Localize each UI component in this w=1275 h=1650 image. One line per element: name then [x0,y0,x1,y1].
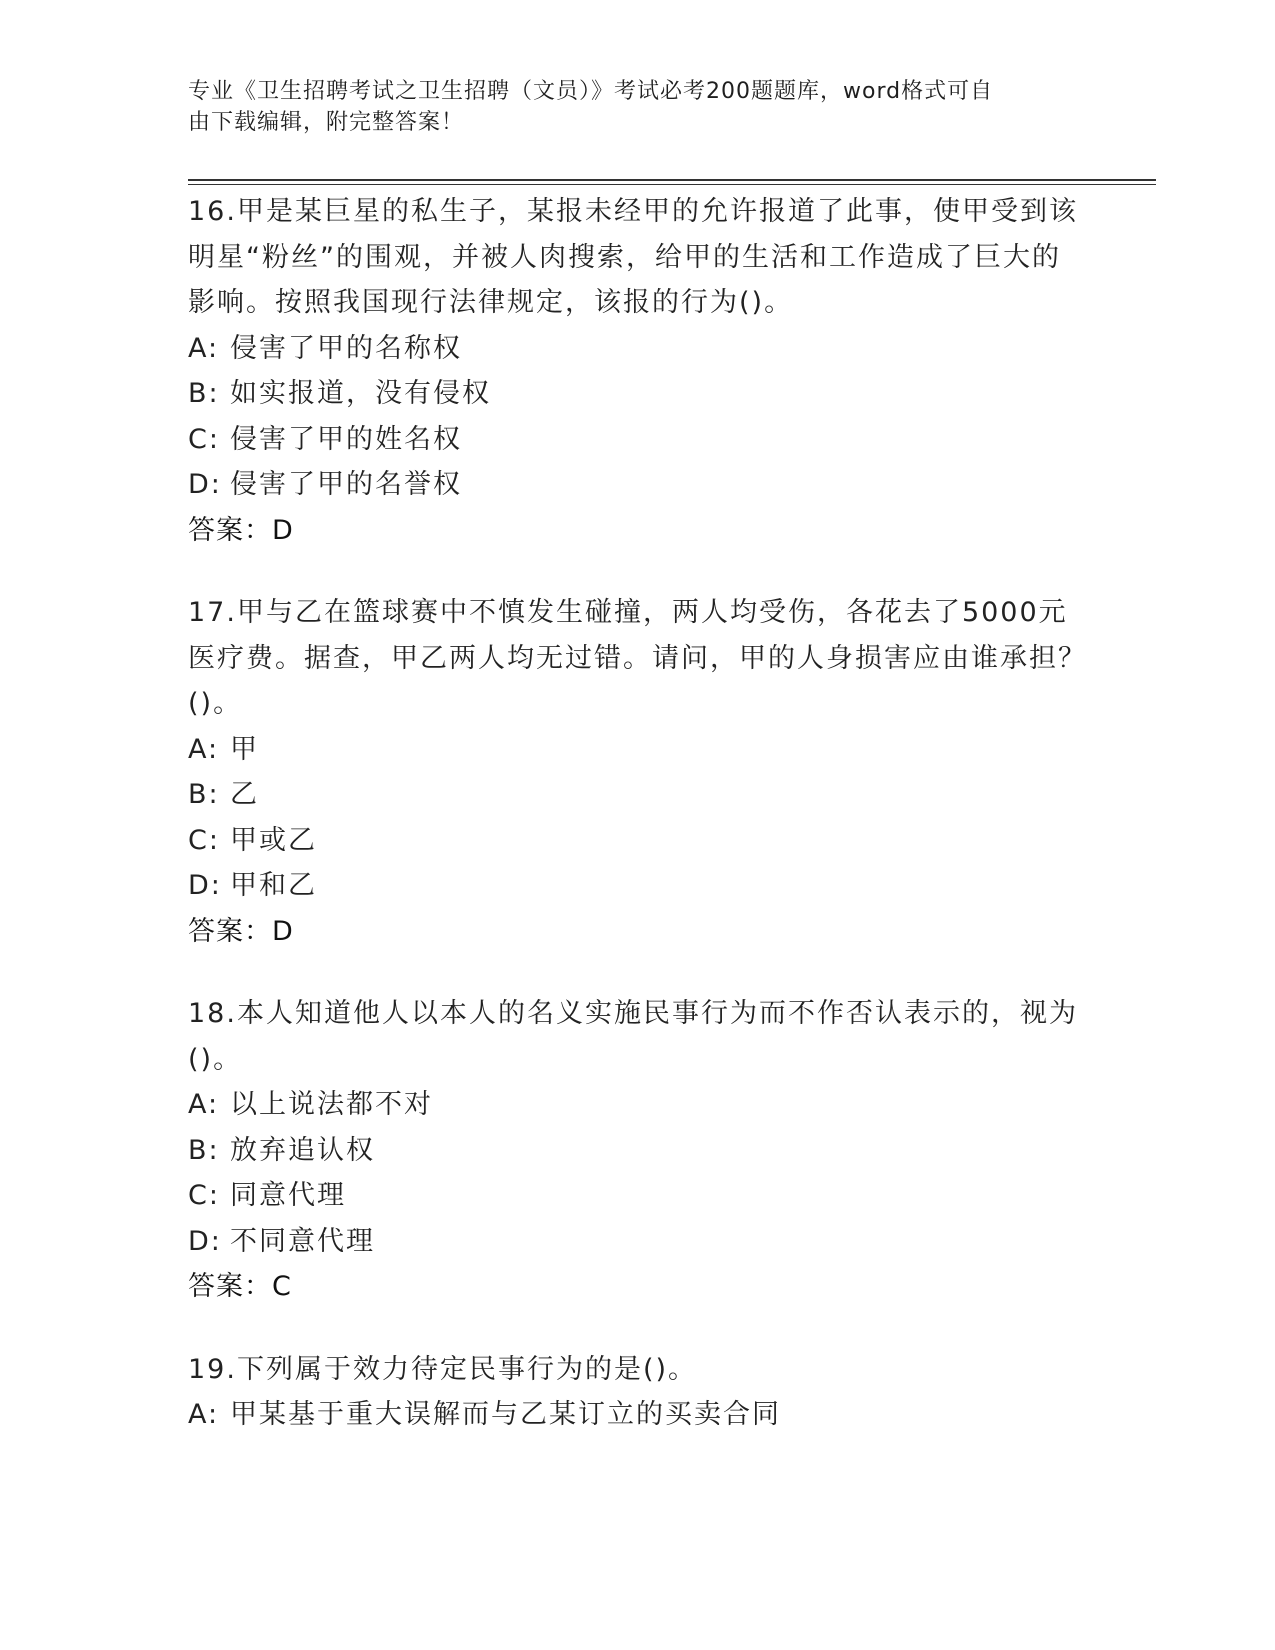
option-c [188,1173,1088,1219]
header-divider-thin [188,184,1156,185]
option-key: B: [188,378,220,409]
question-list [188,189,1088,1475]
option-key: B: [188,779,220,810]
option-text: 甲某基于重大误解而与乙某订立的买卖合同 [230,1399,781,1430]
option-key: C: [188,1180,220,1211]
option-key: A: [188,332,220,364]
question-stem: 19.下列属于效力待定民事行为的是()。 [188,1353,698,1385]
header-line-2: 由下载编辑，附完整答案！ [188,110,465,135]
option-text: 不同意代理 [230,1225,375,1257]
option-text: 侵害了甲的名誉权 [230,469,462,500]
option-d [188,863,1088,909]
option-key: A: [188,733,220,765]
option-key: D: [188,469,222,500]
option-key: D: [188,870,222,901]
option-text: 如实报道，没有侵权 [230,378,491,409]
answer-line: 答案：D [188,514,294,546]
option-c [188,417,1088,463]
option-d [188,462,1088,508]
option-text: 侵害了甲的名称权 [230,332,462,364]
option-a [188,1392,1088,1438]
option-a [188,1082,1088,1128]
answer-line: 答案：C [188,1271,292,1302]
question-16 [188,189,1088,553]
question-17 [188,590,1088,954]
option-key: C: [188,423,220,455]
option-text: 以上说法都不对 [230,1089,433,1120]
option-c [188,818,1088,864]
option-b [188,772,1088,818]
option-text: 甲和乙 [230,870,317,901]
option-key: A: [188,1089,220,1120]
header-line-1: 专业《卫生招聘考试之卫生招聘（文员）》考试必考200题题库，word格式可自 [188,79,994,104]
question-stem: 18.本人知道他人以本人的名义实施民事行为而不作否认表示的，视为()。 [188,998,1078,1075]
option-text: 甲 [230,733,259,765]
option-text: 乙 [230,779,259,810]
option-text: 同意代理 [230,1180,346,1211]
option-text: 甲或乙 [230,824,317,856]
option-text: 侵害了甲的姓名权 [230,423,462,455]
option-key: B: [188,1134,220,1166]
option-b [188,1128,1088,1174]
option-text: 放弃追认权 [230,1134,375,1166]
header-divider-thick [188,179,1156,181]
question-stem: 16.甲是某巨星的私生子，某报未经甲的允许报道了此事，使甲受到该明星“粉丝”的围观，并被人肉搜索，给甲的生活和工作造成了巨大的影响。按照我国现行法律规定，该报的行为()。 [188,196,1078,318]
question-18 [188,991,1088,1310]
answer-line: 答案：D [188,915,294,947]
option-key: A: [188,1399,220,1430]
option-b [188,371,1088,417]
option-a [188,727,1088,773]
option-a [188,326,1088,372]
option-key: C: [188,824,220,856]
question-19 [188,1347,1088,1438]
question-stem: 17.甲与乙在篮球赛中不慎发生碰撞，两人均受伤，各花去了5000元医疗费。据查，甲乙两人均无过错。请问，甲的人身损害应由谁承担？()。 [188,597,1087,719]
document-header [188,76,1068,138]
option-key: D: [188,1225,222,1257]
option-d [188,1219,1088,1265]
